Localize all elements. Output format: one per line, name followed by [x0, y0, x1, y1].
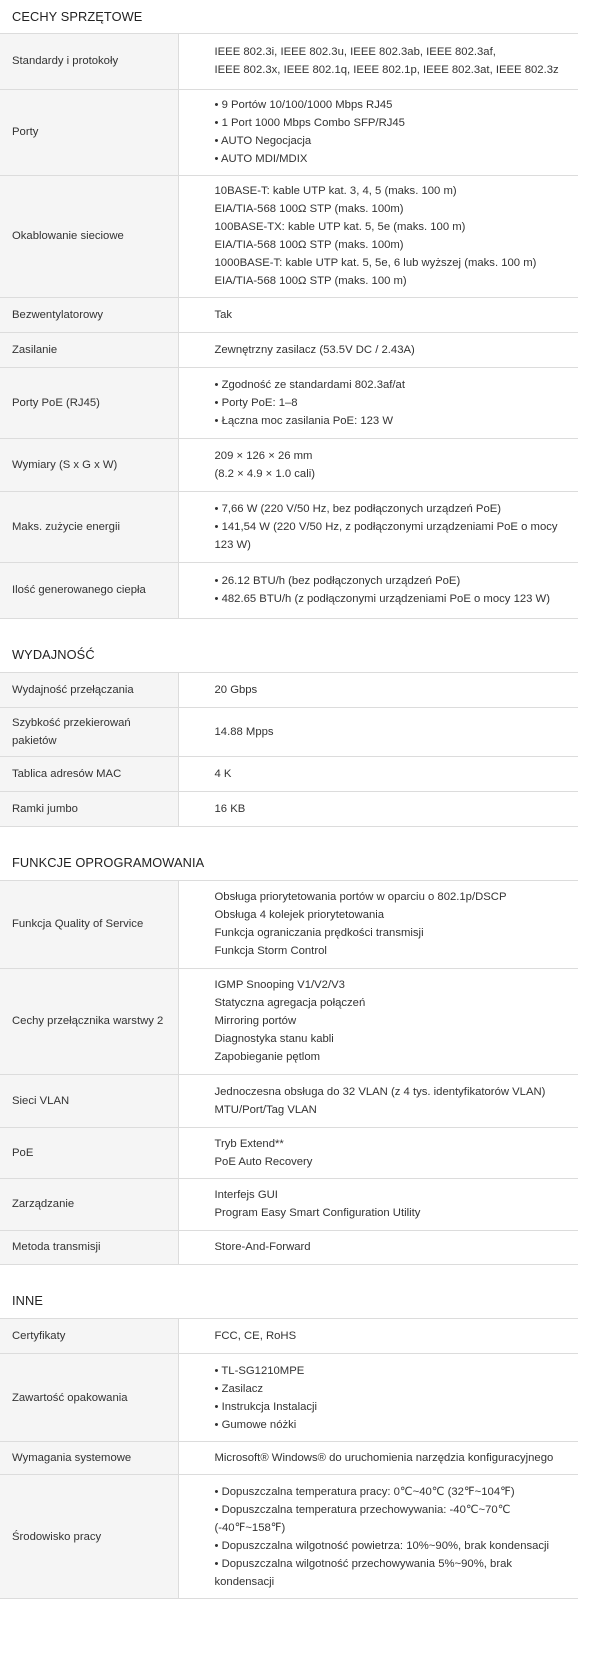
- section-performance: [0, 637, 578, 828]
- row-value: [178, 1354, 578, 1442]
- value-line: • Dopuszczalna temperatura pracy: 0℃~40℃ (32℉~104℉): [214, 1485, 515, 1498]
- row-label: PoE: [0, 1127, 178, 1178]
- row-value: [178, 1127, 578, 1178]
- value-line: • Dopuszczalna temperatura przechowywania: -40℃~70℃: [214, 1503, 511, 1516]
- row-value: [178, 562, 578, 618]
- value-line: Obsługa 4 kolejek priorytetowania: [214, 909, 385, 922]
- row-label: Zarządzanie: [0, 1178, 178, 1230]
- row-label: Zasilanie: [0, 332, 178, 367]
- table-row: [0, 34, 578, 89]
- table-row: [0, 1442, 578, 1475]
- row-label: Szybkość przekierowań pakietów: [0, 708, 178, 757]
- table-row: [0, 491, 578, 562]
- value-line: Zewnętrzny zasilacz (53.5V DC / 2.43A): [214, 343, 415, 356]
- value-line: Store-And-Forward: [214, 1241, 311, 1253]
- value-line: 1000BASE-T: kable UTP kat. 5, 5e, 6 lub wyższej (maks. 100 m): [214, 257, 537, 269]
- value-line: IGMP Snooping V1/V2/V3: [214, 979, 345, 991]
- table-row: [0, 1230, 578, 1264]
- row-value: [178, 968, 578, 1074]
- value-line: EIA/TIA-568 100Ω STP (maks. 100m): [214, 239, 404, 251]
- value-line: • 9 Portów 10/100/1000 Mbps RJ45: [214, 99, 393, 111]
- row-label: Porty: [0, 89, 178, 175]
- section-title: CECHY SPRZĘTOWE: [0, 0, 578, 34]
- spec-table: [0, 1319, 578, 1600]
- table-row: [0, 297, 578, 332]
- section-software: [0, 845, 578, 1265]
- value-line: Zapobieganie pętlom: [214, 1051, 321, 1063]
- row-label: Ilość generowanego ciepła: [0, 562, 178, 618]
- table-row: [0, 1319, 578, 1354]
- row-label: Okablowanie sieciowe: [0, 175, 178, 297]
- table-row: [0, 673, 578, 708]
- table-row: [0, 757, 578, 792]
- table-row: [0, 1354, 578, 1442]
- value-line: kondensacji: [214, 1575, 275, 1588]
- row-label: Maks. zużycie energii: [0, 491, 178, 562]
- section-other: [0, 1283, 578, 1600]
- row-label: Metoda transmisji: [0, 1230, 178, 1264]
- value-line: Tak: [214, 308, 233, 321]
- table-row: [0, 89, 578, 175]
- row-label: Zawartość opakowania: [0, 1354, 178, 1442]
- section-title: WYDAJNOŚĆ: [0, 637, 578, 673]
- value-line: • Zgodność ze standardami 802.3af/at: [214, 378, 405, 391]
- row-label: Standardy i protokoły: [0, 34, 178, 89]
- row-label: Wydajność przełączania: [0, 673, 178, 708]
- value-line: Mirroring portów: [214, 1015, 297, 1027]
- value-line: • Dopuszczalna wilgotność przechowywania 5%~90%, brak: [214, 1557, 513, 1570]
- value-line: Program Easy Smart Configuration Utility: [214, 1207, 421, 1219]
- table-row: [0, 708, 578, 757]
- spec-table: [0, 673, 578, 828]
- table-row: [0, 1127, 578, 1178]
- section-title: INNE: [0, 1283, 578, 1319]
- value-line: Statyczna agregacja połączeń: [214, 997, 366, 1009]
- row-label: Cechy przełącznika warstwy 2: [0, 968, 178, 1074]
- value-line: Diagnostyka stanu kabli: [214, 1033, 334, 1045]
- value-line: 100BASE-TX: kable UTP kat. 5, 5e (maks. 100 m): [214, 221, 466, 233]
- row-value: [178, 881, 578, 968]
- value-line: • Instrukcja Instalacji: [214, 1400, 318, 1413]
- row-value: [178, 757, 578, 792]
- section-title: FUNKCJE OPROGRAMOWANIA: [0, 845, 578, 881]
- table-row: [0, 1178, 578, 1230]
- row-value: [178, 1319, 578, 1354]
- row-value: [178, 1230, 578, 1264]
- row-value: [178, 175, 578, 297]
- row-value: [178, 1074, 578, 1127]
- table-row: [0, 881, 578, 968]
- value-line: • TL-SG1210MPE: [214, 1364, 305, 1377]
- row-label: Tablica adresów MAC: [0, 757, 178, 792]
- value-line: • 1 Port 1000 Mbps Combo SFP/RJ45: [214, 117, 405, 129]
- table-row: [0, 367, 578, 438]
- value-line: Funkcja ograniczania prędkości transmisji: [214, 927, 424, 940]
- value-line: 20 Gbps: [214, 683, 258, 696]
- value-line: IEEE 802.3i, IEEE 802.3u, IEEE 802.3ab, IEEE 802.3af,: [214, 46, 496, 59]
- row-value: [178, 792, 578, 827]
- value-line: 4 K: [214, 768, 232, 780]
- row-value: [178, 1442, 578, 1475]
- row-label: Ramki jumbo: [0, 792, 178, 827]
- table-row: [0, 438, 578, 491]
- value-line: • AUTO Negocjacja: [214, 135, 312, 147]
- table-row: [0, 562, 578, 618]
- row-value: [178, 673, 578, 708]
- value-line: • 7,66 W (220 V/50 Hz, bez podłączonych urządzeń PoE): [214, 502, 502, 515]
- row-value: [178, 89, 578, 175]
- row-label: Bezwentylatorowy: [0, 297, 178, 332]
- value-line: Jednoczesna obsługa do 32 VLAN (z 4 tys. identyfikatorów VLAN): [214, 1085, 546, 1098]
- row-value: [178, 491, 578, 562]
- value-line: 10BASE-T: kable UTP kat. 3, 4, 5 (maks. 100 m): [214, 185, 457, 197]
- table-row: [0, 1475, 578, 1599]
- value-line: • 26.12 BTU/h (bez podłączonych urządzeń PoE): [214, 575, 461, 587]
- value-line: • Gumowe nóżki: [214, 1418, 297, 1431]
- table-row: [0, 1074, 578, 1127]
- row-value: [178, 297, 578, 332]
- value-line: Obsługa priorytetowania portów w oparciu o 802.1p/DSCP: [214, 891, 507, 904]
- row-value: [178, 438, 578, 491]
- row-label: Środowisko pracy: [0, 1475, 178, 1599]
- row-label: Funkcja Quality of Service: [0, 881, 178, 968]
- value-line: EIA/TIA-568 100Ω STP (maks. 100m): [214, 203, 404, 215]
- value-line: • Zasilacz: [214, 1382, 264, 1395]
- table-row: [0, 968, 578, 1074]
- spec-table: [0, 34, 578, 619]
- value-line: • AUTO MDI/MDIX: [214, 153, 308, 165]
- value-line: PoE Auto Recovery: [214, 1155, 313, 1168]
- value-line: Funkcja Storm Control: [214, 945, 327, 958]
- row-value: [178, 367, 578, 438]
- section-hardware: [0, 0, 578, 619]
- row-label: Wymagania systemowe: [0, 1442, 178, 1475]
- value-line: Tryb Extend**: [214, 1137, 284, 1150]
- value-line: 14.88 Mpps: [214, 726, 274, 738]
- value-line: • Dopuszczalna wilgotność powietrza: 10%~90%, brak kondensacji: [214, 1539, 550, 1552]
- row-label: Wymiary (S x G x W): [0, 438, 178, 491]
- row-value: [178, 1475, 578, 1599]
- table-row: [0, 792, 578, 827]
- row-label: Porty PoE (RJ45): [0, 367, 178, 438]
- row-label: Sieci VLAN: [0, 1074, 178, 1127]
- value-line: Microsoft® Windows® do uruchomienia narzędzia konfiguracyjnego: [214, 1452, 554, 1464]
- row-value: [178, 1178, 578, 1230]
- value-line: EIA/TIA-568 100Ω STP (maks. 100 m): [214, 275, 407, 287]
- table-row: [0, 332, 578, 367]
- spec-table: [0, 881, 578, 1265]
- value-line: • 141,54 W (220 V/50 Hz, z podłączonymi urządzeniami PoE o mocy: [214, 520, 558, 533]
- value-line: 16 KB: [214, 803, 246, 815]
- value-line: (-40℉~158℉): [214, 1521, 286, 1534]
- value-line: • 482.65 BTU/h (z podłączonymi urządzeniami PoE o mocy 123 W): [214, 593, 550, 605]
- row-value: [178, 708, 578, 757]
- value-line: Interfejs GUI: [214, 1189, 278, 1201]
- value-line: 123 W): [214, 538, 251, 551]
- value-line: IEEE 802.3x, IEEE 802.1q, IEEE 802.1p, IEEE 802.3at, IEEE 802.3z: [214, 64, 559, 77]
- value-line: • Porty PoE: 1–8: [214, 396, 298, 409]
- row-value: [178, 332, 578, 367]
- row-value: [178, 34, 578, 89]
- row-label: Certyfikaty: [0, 1319, 178, 1354]
- value-line: FCC, CE, RoHS: [214, 1329, 297, 1342]
- value-line: MTU/Port/Tag VLAN: [214, 1103, 317, 1116]
- value-line: (8.2 × 4.9 × 1.0 cali): [214, 467, 315, 480]
- value-line: 209 × 126 × 26 mm: [214, 449, 313, 462]
- value-line: • Łączna moc zasilania PoE: 123 W: [214, 414, 394, 427]
- table-row: [0, 175, 578, 297]
